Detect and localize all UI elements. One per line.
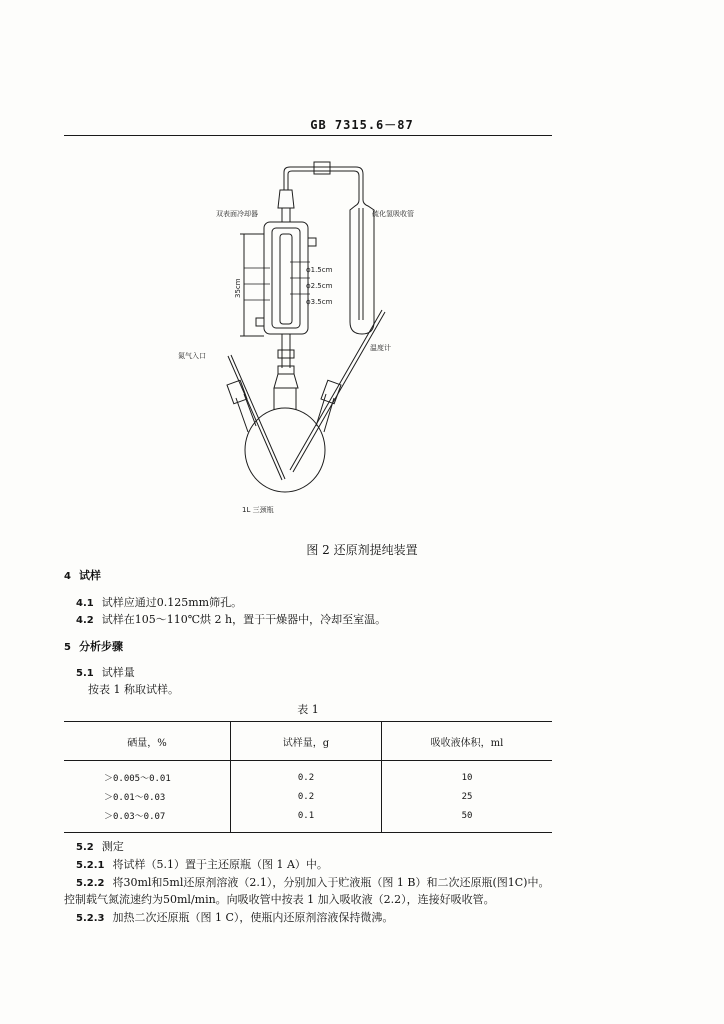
- table-cell: 25: [382, 787, 553, 806]
- table-row: [64, 806, 552, 833]
- table-cell: ＞0.01～0.03: [104, 793, 166, 803]
- n2-inlet-tube: [228, 355, 285, 480]
- clause-number: 4.1: [76, 598, 94, 609]
- clause-5-2-3: [76, 911, 393, 926]
- d3-label: ϕ3.5cm: [306, 298, 333, 306]
- header-sample-mass: 试样量，g: [231, 722, 382, 761]
- sample-amount-table: [64, 721, 552, 833]
- header-rule: [64, 135, 552, 136]
- flask-label: 1L 三颈瓶: [242, 506, 274, 514]
- clause-number: 5.2.3: [76, 913, 105, 924]
- apparatus-diagram: [160, 150, 580, 530]
- height-dimension: [240, 234, 264, 336]
- absorber-label: 硫化氢吸收管: [372, 210, 414, 218]
- clause-title: 测定: [101, 840, 124, 853]
- connecting-tube: [284, 167, 363, 190]
- d2-label: ϕ2.5cm: [306, 282, 333, 290]
- clause-5-2-2-continued: 控制载气氮流速约为50ml/min。向吸收管中按表 1 加入吸收液（2.2），连接好吸收管。: [64, 893, 495, 906]
- clause-4-1: [76, 596, 242, 611]
- table-cell: 10: [382, 761, 553, 788]
- clause-text: 试样应通过0.125mm筛孔。: [101, 596, 243, 609]
- clause-text: 将30ml和5ml还原剂溶液（2.1），分别加入于贮液瓶（图 1 B）和二次还原瓶(图1C)中。: [112, 876, 550, 889]
- thermometer-label: 温度计: [370, 344, 391, 352]
- standard-number: GB 7315.6－87: [310, 118, 414, 132]
- absorber-tube: [359, 208, 363, 320]
- table-cell: 0.2: [231, 787, 382, 806]
- figure-caption: 图 2 还原剂提纯装置: [306, 543, 418, 557]
- clause-number: 5.2.1: [76, 860, 105, 871]
- section-5-heading: [64, 640, 123, 655]
- clause-5-2-1: [76, 858, 328, 873]
- clause-text: 加热二次还原瓶（图 1 C），使瓶内还原剂溶液保持微沸。: [112, 911, 394, 924]
- table-cell: ＞0.005～0.01: [104, 774, 171, 784]
- table-row: [64, 787, 552, 806]
- header-selenium: 硒量，%: [64, 722, 231, 761]
- n2-inlet-label: 氮气入口: [178, 352, 206, 360]
- clause-text: 将试样（5.1）置于主还原瓶（图 1 A）中。: [112, 858, 328, 871]
- clause-5-2-2: [76, 876, 549, 891]
- section-4-heading: [64, 569, 101, 584]
- clause-number: 4.2: [76, 615, 94, 626]
- clause-number: 5.2: [76, 842, 94, 853]
- clause-5-1-text: 按表 1 称取试样。: [88, 683, 179, 696]
- clause-number: 5.1: [76, 668, 94, 679]
- section-number: 5: [64, 642, 71, 653]
- height-label: 35cm: [234, 278, 242, 298]
- clause-5-1: [76, 666, 135, 681]
- clause-number: 5.2.2: [76, 878, 105, 889]
- table-cell: 0.1: [231, 806, 382, 833]
- clause-5-2: [76, 840, 124, 855]
- rubber-joint: [314, 162, 330, 174]
- table-cell: 0.2: [231, 761, 382, 788]
- clause-title: 试样量: [101, 666, 135, 679]
- header-absorbent-volume: 吸收液体积，ml: [382, 722, 553, 761]
- table-header-row: [64, 722, 552, 761]
- section-number: 4: [64, 571, 71, 582]
- section-title: 分析步骤: [78, 640, 123, 653]
- d1-label: ϕ1.5cm: [306, 266, 333, 274]
- section-title: 试样: [78, 569, 101, 582]
- three-neck-flask: [245, 408, 325, 492]
- clause-text: 试样在105～110℃烘 2 h，置于干燥器中，冷却至室温。: [101, 613, 387, 626]
- thermometer: [290, 310, 385, 472]
- clause-4-2: [76, 613, 386, 628]
- table-title: 表 1: [297, 703, 319, 716]
- table-cell: 50: [382, 806, 553, 833]
- condenser-label: 双表面冷却器: [216, 210, 258, 218]
- table-row: [64, 761, 552, 788]
- table-cell: ＞0.03～0.07: [64, 806, 231, 833]
